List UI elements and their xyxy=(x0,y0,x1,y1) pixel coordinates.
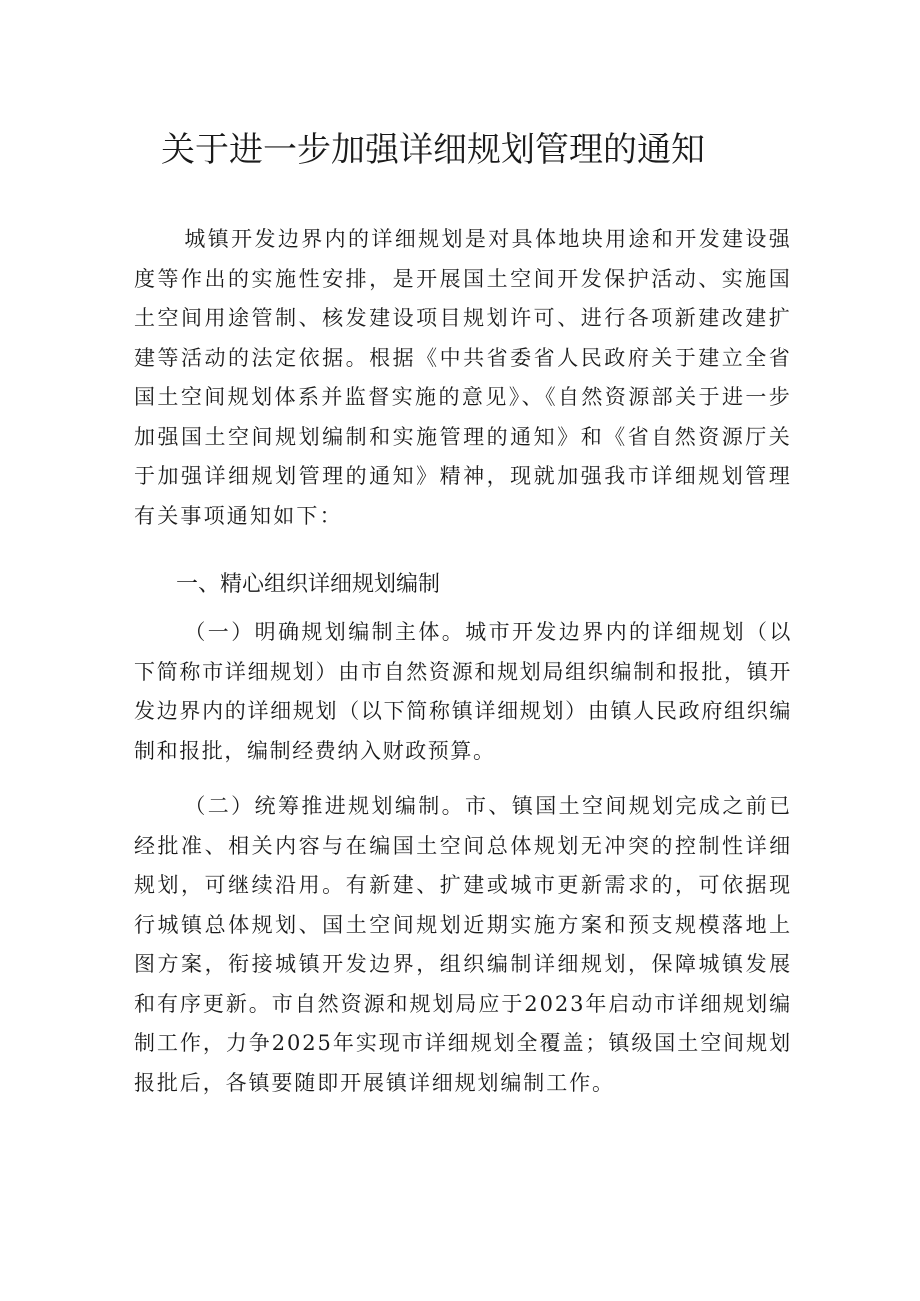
document-title: 关于进一步加强详细规划管理的通知 xyxy=(161,130,705,170)
section-item-2: （二）统筹推进规划编制。市、镇国土空间规划完成之前已经批准、相关内容与在编国土空间总体规划无冲突的控制性详细规划，可继续沿用。有新建、扩建或城市更新需求的，可依据现行城镇总体规划、国土空间规划近期实施方案和预支规模落地上图方案，衔接城镇开发边界，组织编制详细规划，保障城镇发展和有序更新。市自然资源和规划局应于2023年启动市详细规划编制工作，力争2025年实现市详细规划全覆盖；镇级国土空间规划报批后，各镇要随即开展镇详细规划编制工作。 xyxy=(134,794,792,1095)
section-heading: 一、精心组织详细规划编制 xyxy=(176,572,441,597)
intro-paragraph: 城镇开发边界内的详细规划是对具体地块用途和开发建设强度等作出的实施性安排，是开展国土空间开发保护活动、实施国土空间用途管制、核发建设项目规划许可、进行各项新建改建扩建等活动的法定依据。根据《中共省委省人民政府关于建立全省国土空间规划体系并监督实施的意见》、《自然资源部关于进一步加强国土空间规划编制和实施管理的通知》和《省自然资源厅关于加强详细规划管理的通知》精神，现就加强我市详细规划管理有关事项通知如下： xyxy=(134,227,792,528)
section-item-1: （一）明确规划编制主体。城市开发边界内的详细规划（以下简称市详细规划）由市自然资源和规划局组织编制和报批，镇开发边界内的详细规划（以下简称镇详细规划）由镇人民政府组织编制和报批，编制经费纳入财政预算。 xyxy=(134,620,792,763)
